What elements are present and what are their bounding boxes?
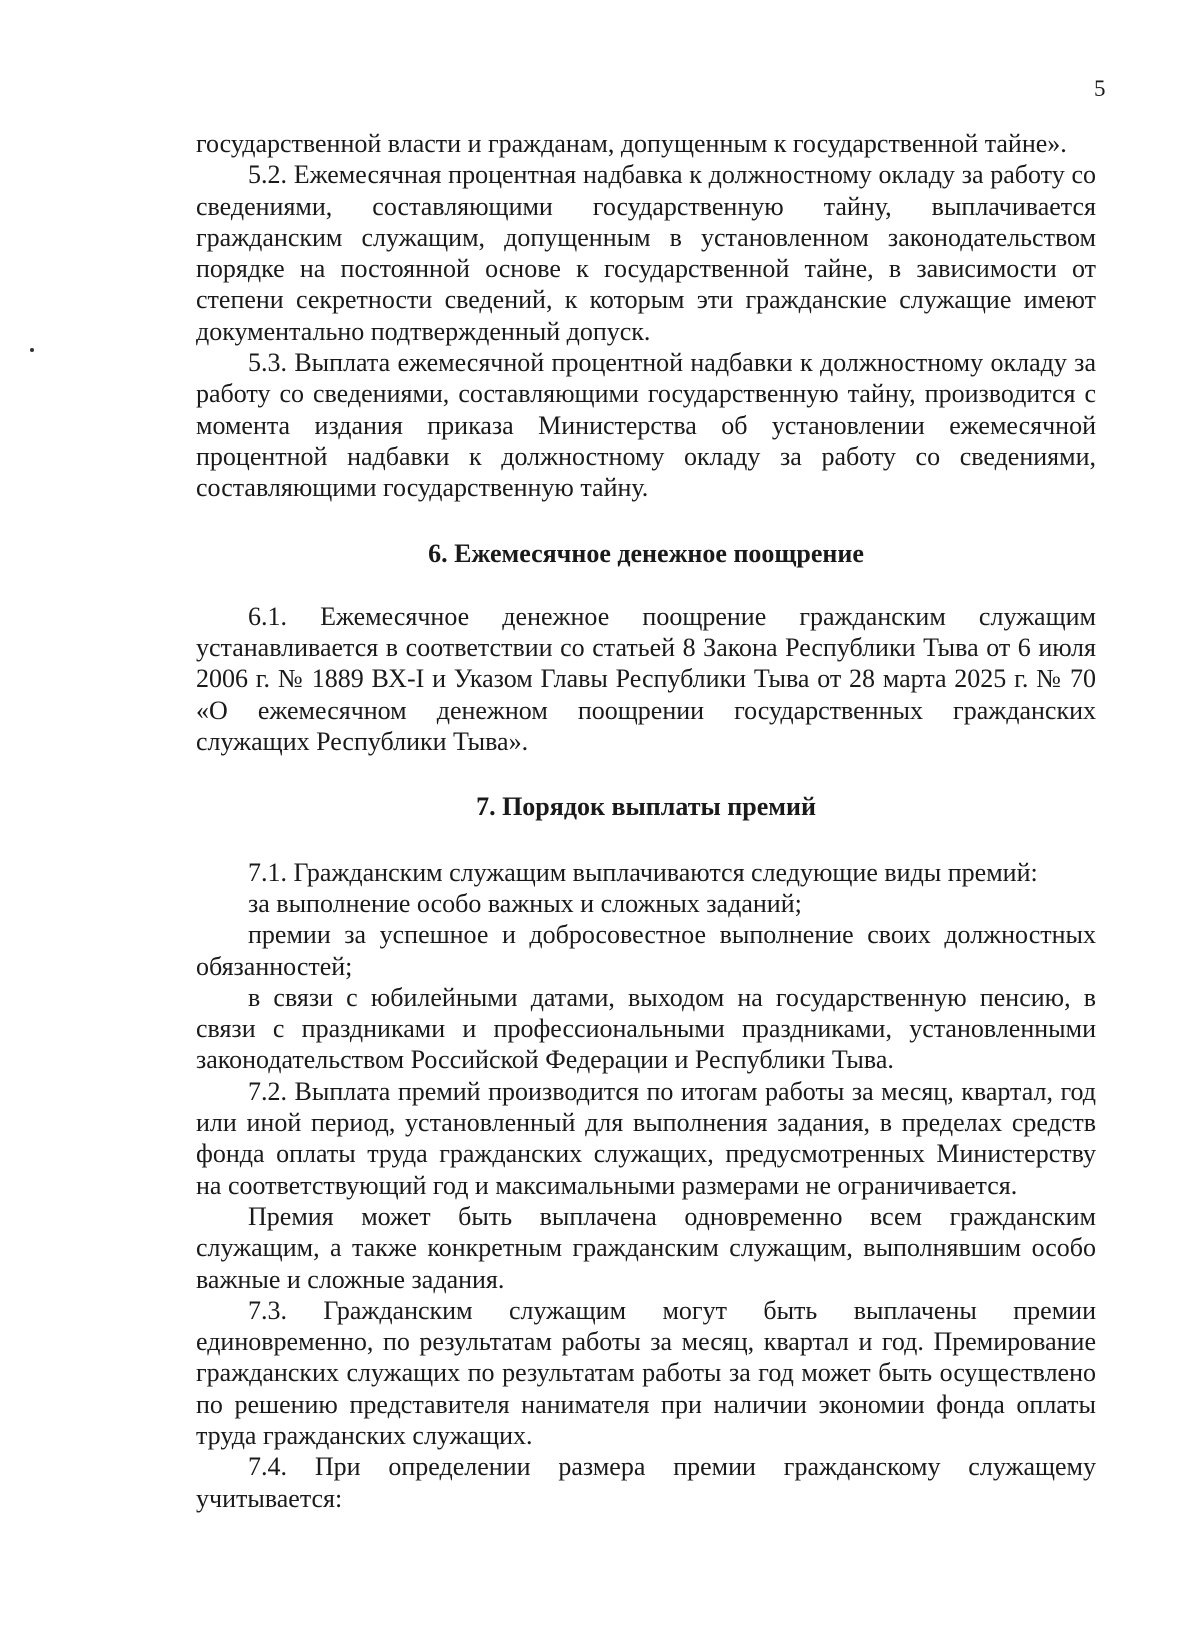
paragraph-7-4: 7.4. При определении размера премии гражданскому служащему учитывается: [196,1452,1096,1513]
page-number: 5 [1094,76,1106,101]
section-7-heading: 7. Порядок выплаты премий [476,792,816,822]
document-body [196,128,1096,1514]
paragraph-7-1: 7.1. Гражданским служащим выплачиваются следующие виды премий: [248,857,1038,887]
scan-speck [30,348,34,352]
paragraph-7-1-item-a: за выполнение особо важных и сложных заданий; [248,888,802,918]
paragraph-7-1-item-c: в связи с юбилейными датами, выходом на государственную пенсию, в связи с праздниками и профессиональными праздниками, установленными законодательством Российской Федерации и Республики Тыва. [196,982,1096,1075]
paragraph-7-3: 7.3. Гражданским служащим могут быть выплачены премии единовременно, по результатам работы за месяц, квартал и год. Премирование гражданских служащих по результатам работы за год может быть осуществлено по решению представителя нанимателя при наличии экономии фонда оплаты труда гражданских служащих. [196,1295,1096,1450]
paragraph-5-3: 5.3. Выплата ежемесячной процентной надбавки к должностному окладу за работу со сведениями, составляющими государственную тайну, производится с момента издания приказа Министерства об установлении ежемесячной процентной надбавки к должностному окладу за работу со сведениями, составляющими государственную тайну. [196,348,1096,503]
paragraph-7-2: 7.2. Выплата премий производится по итогам работы за месяц, квартал, год или иной период, установленный для выполнения задания, в пределах средств фонда оплаты труда гражданских служащих, предусмотренных Министерству на соответствующий год и максимальными размерами не ограничивается. [196,1076,1096,1200]
paragraph-5-2: 5.2. Ежемесячная процентная надбавка к должностному окладу за работу со сведениями, составляющими государственную тайну, выплачивается гражданским служащим, допущенным в установленном законодательством порядке на постоянной основе к государственной тайне, в зависимости от степени секретности сведений, к которым эти гражданские служащие имеют документально подтвержденный допуск. [196,160,1096,346]
paragraph-7-2-b: Премия может быть выплачена одновременно всем гражданским служащим, а также конкретным гражданским служащим, выполнявшим особо важные и сложные задания. [196,1201,1096,1294]
paragraph-6-1: 6.1. Ежемесячное денежное поощрение гражданским служащим устанавливается в соответствии со статьей 8 Закона Республики Тыва от 6 июля 2006 г. № 1889 ВХ-I и Указом Главы Республики Тыва от 28 марта 2025 г. № 70 «О ежемесячном денежном поощрении государственных гражданских служащих Республики Тыва». [196,601,1096,757]
section-6-heading: 6. Ежемесячное денежное поощрение [428,538,864,568]
paragraph-7-1-item-b: премии за успешное и добросовестное выполнение своих должностных обязанностей; [196,920,1096,981]
paragraph-continuation: государственной власти и гражданам, допущенным к государственной тайне». [196,129,1067,158]
